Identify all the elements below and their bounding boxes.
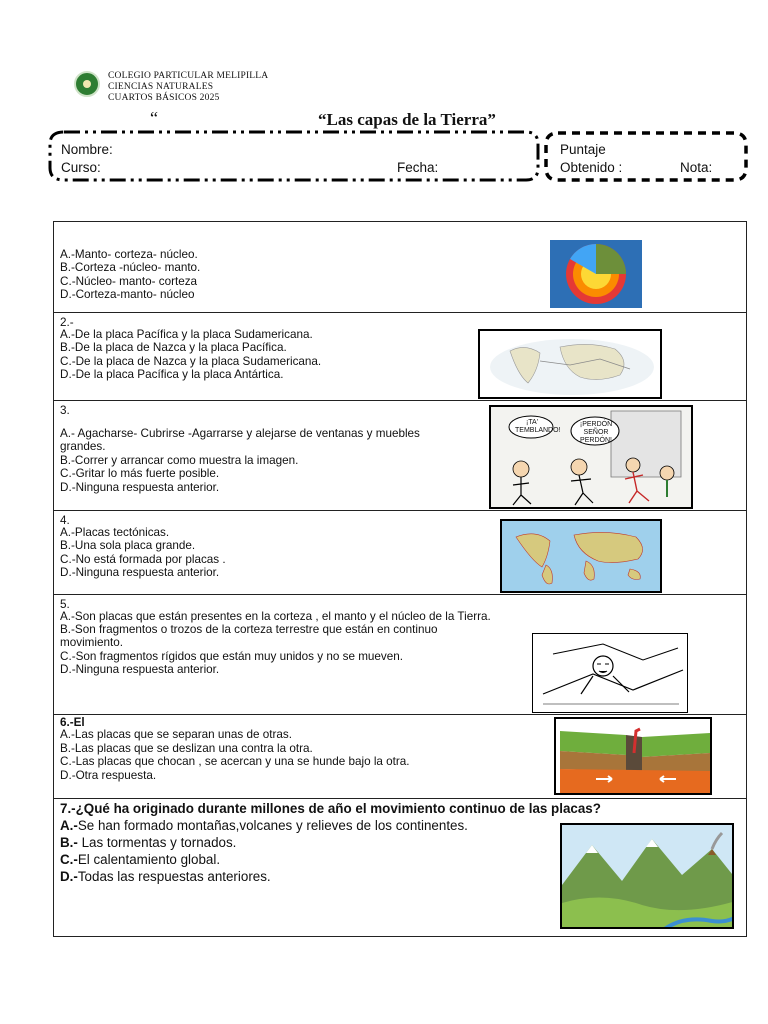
q7-option-a <box>60 817 468 834</box>
q5-option-c: C.-Son fragmentos rígidos que están muy unidos y no se mueven. <box>60 650 404 663</box>
q7-question: 7.-¿Qué ha originado durante millones de año el movimiento continuo de las placas? <box>60 801 601 816</box>
q7-option-c <box>60 851 220 868</box>
question-1 <box>54 222 746 312</box>
q7-option-b-text: Las tormentas y tornados. <box>77 835 237 850</box>
q3-number: 3. <box>60 404 70 417</box>
earth-layers-image <box>550 240 642 308</box>
q7-option-c-text: El calentamiento global. <box>77 852 221 867</box>
q5-option-d: D.-Ninguna respuesta anterior. <box>60 663 220 676</box>
q3-option-b: B.-Correr y arrancar como muestra la imagen. <box>60 454 299 467</box>
q6-option-b: B.-Las placas que se deslizan una contra la otra. <box>60 742 313 755</box>
question-5 <box>54 594 746 714</box>
q3-option-a-cont: grandes. <box>60 440 106 453</box>
obtenido-label: Obtenido : <box>560 160 623 175</box>
q5-option-b-cont: movimiento. <box>60 636 124 649</box>
q2-option-c: C.-De la placa de Nazca y la placa Sudamericana. <box>60 355 322 368</box>
q3-option-d: D.-Ninguna respuesta anterior. <box>60 481 220 494</box>
q7-option-a-text: Se han formado montañas,volcanes y relieves de los continentes. <box>77 818 468 833</box>
questions-table <box>53 221 747 937</box>
tectonic-plates-map-image <box>478 329 662 399</box>
q4-option-c: C.-No está formada por placas . <box>60 553 226 566</box>
fecha-label: Fecha: <box>397 160 439 175</box>
question-4 <box>54 510 746 594</box>
school-info <box>108 71 268 104</box>
mountains-volcano-image <box>560 823 734 929</box>
q1-option-a: A.-Manto- corteza- núcleo. <box>60 248 198 261</box>
earthquake-cartoon-image <box>489 405 693 509</box>
q3-option-a: A.- Agacharse- Cubrirse -Agarrarse y alejarse de ventanas y muebles <box>60 427 420 440</box>
q6-number: 6.-El <box>60 716 85 729</box>
question-7 <box>54 798 746 938</box>
q5-option-b: B.-Son fragmentos o trozos de la corteza terrestre que están en continuo <box>60 623 438 636</box>
q1-option-b: B.-Corteza -núcleo- manto. <box>60 261 201 274</box>
cartoon-bubble-left: ¡TA' TEMBLANDO! <box>515 419 561 434</box>
q4-option-a: A.-Placas tectónicas. <box>60 526 170 539</box>
q2-option-a: A.-De la placa Pacífica y la placa Sudamericana. <box>60 328 313 341</box>
question-2 <box>54 312 746 400</box>
q2-number: 2.- <box>60 316 74 329</box>
q2-option-d: D.-De la placa Pacífica y la placa Antártica. <box>60 368 284 381</box>
student-info-box <box>44 128 544 186</box>
q2-option-b: B.-De la placa de Nazca y la placa Pacífica. <box>60 341 287 354</box>
stray-quote-mark: “ <box>150 108 158 128</box>
school-logo <box>74 71 100 97</box>
q7-option-c-letter: C.- <box>60 852 78 867</box>
grade-year: CUARTOS BÁSICOS 2025 <box>108 93 220 103</box>
q6-option-d: D.-Otra respuesta. <box>60 769 157 782</box>
q5-option-a: A.-Son placas que están presentes en la corteza , el manto y el núcleo de la Tierra. <box>60 610 491 623</box>
q1-option-d: D.-Corteza-manto- núcleo <box>60 288 195 301</box>
q4-option-d: D.-Ninguna respuesta anterior. <box>60 566 220 579</box>
question-6 <box>54 714 746 798</box>
q7-option-a-letter: A.- <box>60 818 78 833</box>
nota-label: Nota: <box>680 160 713 175</box>
score-box <box>540 128 752 186</box>
q7-option-d <box>60 868 271 885</box>
q4-number: 4. <box>60 514 70 527</box>
q7-option-d-text: Todas las respuestas anteriores. <box>77 869 271 884</box>
q7-option-b-letter: B.- <box>60 835 78 850</box>
subduction-diagram-image <box>554 717 712 795</box>
subject: CIENCIAS NATURALES <box>108 82 214 92</box>
q3-option-c: C.-Gritar lo más fuerte posible. <box>60 467 220 480</box>
plates-cartoon-image <box>532 633 688 713</box>
q4-option-b: B.-Una sola placa grande. <box>60 539 196 552</box>
world-plates-map-image <box>500 519 662 593</box>
school-name: COLEGIO PARTICULAR MELIPILLA <box>108 71 269 81</box>
question-3 <box>54 400 746 510</box>
q6-option-a: A.-Las placas que se separan unas de otras. <box>60 728 292 741</box>
q6-option-c: C.-Las placas que chocan , se acercan y una se hunde bajo la otra. <box>60 755 410 768</box>
q7-option-b <box>60 834 236 851</box>
nombre-label: Nombre: <box>61 142 113 157</box>
cartoon-bubble-right: ¡PERDÓN SEÑOR PERDÓN! <box>579 421 613 444</box>
q5-number: 5. <box>60 598 70 611</box>
q1-option-c: C.-Núcleo- manto- corteza <box>60 275 198 288</box>
curso-label: Curso: <box>61 160 101 175</box>
q7-option-d-letter: D.- <box>60 869 78 884</box>
page-title: “Las capas de la Tierra” <box>318 110 496 129</box>
puntaje-label: Puntaje <box>560 142 606 157</box>
